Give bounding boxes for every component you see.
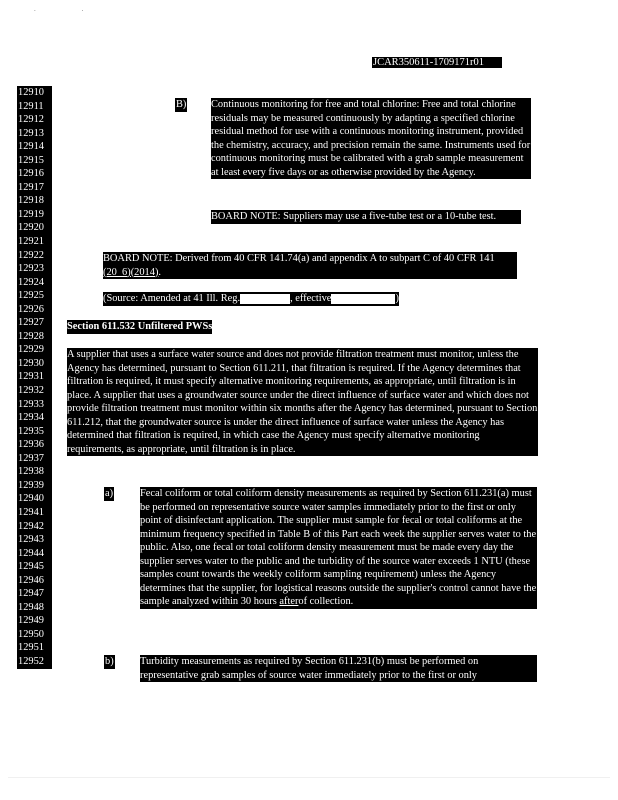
line-number: 12935 <box>18 425 44 437</box>
line-number: 12936 <box>18 439 44 451</box>
source-text-3: ) <box>395 293 399 304</box>
item-a-text-main: Fecal coliform or total coliform density measurements as required by Section 611.231(a) must be performed on representative source water samples immediately prior to the first or only point of disinfectant application. The supplier must sample for fecal or total coliforms at the minimum frequency specified in Table B of this Part each week the supplier serves water to the public. Also, one fecal or total coliform density measurement must be made every day the supplier serves water to the public and the turbidity of the source water exceeds 1 NTU (these samples count towards the weekly coliform sampling requirement) unless the Agency determines that the supplier, for logistical reasons outside the supplier's control cannot have the sample analyzed within 30 hours <box>140 488 537 608</box>
source-text-1: (Source: Amended at 41 Ill. Reg. <box>103 293 241 304</box>
line-number: 12945 <box>18 561 44 573</box>
item-a-text <box>140 487 537 609</box>
line-number: 12941 <box>18 506 44 518</box>
line-number: 12916 <box>18 168 44 180</box>
line-number: 12951 <box>18 642 44 654</box>
source-blank-1 <box>240 294 290 304</box>
item-b-marker: b) <box>105 656 114 667</box>
line-number: 12950 <box>18 628 44 640</box>
para-b-marker: B) <box>176 99 187 110</box>
line-number: 12910 <box>18 87 44 98</box>
line-number: 12946 <box>18 574 44 586</box>
line-number: 12949 <box>18 615 44 627</box>
board-note-derived <box>103 252 517 279</box>
line-number: 12942 <box>18 520 44 532</box>
line-number: 12937 <box>18 452 44 464</box>
line-number: 12918 <box>18 195 44 207</box>
line-number: 12943 <box>18 534 44 546</box>
line-number: 12927 <box>18 317 44 329</box>
line-number: 12939 <box>18 479 44 491</box>
line-number: 12947 <box>18 588 44 600</box>
line-number: 12920 <box>18 222 44 234</box>
scan-specks: . . <box>34 5 106 13</box>
line-number: 12928 <box>18 330 44 342</box>
line-number: 12911 <box>18 100 44 112</box>
board-note-suppliers: BOARD NOTE: Suppliers may use a five-tube test or a 10-tube test. <box>211 210 521 224</box>
line-number: 12948 <box>18 601 44 613</box>
source-text-2: , effective <box>290 293 332 304</box>
line-number: 12930 <box>18 357 44 369</box>
line-number: 12915 <box>18 154 44 166</box>
document-code: JCAR350611-1709171r01 <box>372 57 502 68</box>
item-a-marker: a) <box>105 488 114 499</box>
source-blank-2 <box>331 294 395 304</box>
line-number: 12944 <box>18 547 44 559</box>
board-note-derived-end: . <box>158 266 162 278</box>
line-number: 12912 <box>18 114 44 126</box>
line-number: 12934 <box>18 412 44 424</box>
item-a-text-after: after <box>279 596 299 608</box>
line-number: 12913 <box>18 127 44 139</box>
intro-paragraph: A supplier that uses a surface water source and does not provide filtration treatment must monitor, unless the Agency has determined, pursuant to Section 611.211, that filtration is required. If the Agency determines that filtration is required, it must specify alternative monitoring requirements, as appropriate, until filtration is in place. A supplier that uses a groundwater source under the direct influence of surface water and which does not provide filtration treatment must monitor within six months after the Agency has determined, pursuant to Section 611.212, that the groundwater source is under the direct influence of surface water unless the Agency has determined that filtration is required, in which case the Agency must specify alternative monitoring requirements, as appropriate, until filtration is in place. <box>67 349 538 455</box>
section-heading: Section 611.532 Unfiltered PWSs <box>67 321 213 332</box>
line-number: 12922 <box>18 249 44 261</box>
line-number: 12925 <box>18 290 44 302</box>
line-number: 12919 <box>18 208 44 220</box>
source-line <box>103 292 399 306</box>
line-number: 12923 <box>18 263 44 275</box>
line-number: 12933 <box>18 398 44 410</box>
line-number: 12917 <box>18 181 44 193</box>
board-note-derived-date: (20_6)(2014) <box>103 266 159 278</box>
line-number: 12926 <box>18 303 44 315</box>
line-number: 12914 <box>18 141 44 153</box>
line-number: 12921 <box>18 236 44 248</box>
line-number: 12931 <box>18 371 44 383</box>
line-numbers-column <box>17 86 52 669</box>
line-number: 12924 <box>18 276 44 288</box>
line-number: 12952 <box>17 655 52 669</box>
para-b-text: Continuous monitoring for free and total chlorine: Free and total chlorine residuals may be measured continuously by adapting a specified chlorine residual method for use with a continuous monitoring instrument, provided the chemistry, accuracy, and precision remain the same. Instruments used for continuous monitoring must be calibrated with a grab sample measurement at least every five days or as otherwise provided by the Agency. <box>211 99 531 178</box>
item-b-text: Turbidity measurements as required by Section 611.231(b) must be performed on representative grab samples of source water immediately prior to the first or only <box>140 655 537 682</box>
board-note-derived-text: BOARD NOTE: Derived from 40 CFR 141.74(a) and appendix A to subpart C of 40 CFR 141 <box>103 253 495 264</box>
line-number: 12932 <box>18 385 44 397</box>
line-number: 12940 <box>18 493 44 505</box>
line-number: 12929 <box>18 344 44 356</box>
page-bottom-rule <box>8 777 610 778</box>
line-number: 12938 <box>18 466 44 478</box>
item-a-text-end: of collection. <box>298 596 354 608</box>
